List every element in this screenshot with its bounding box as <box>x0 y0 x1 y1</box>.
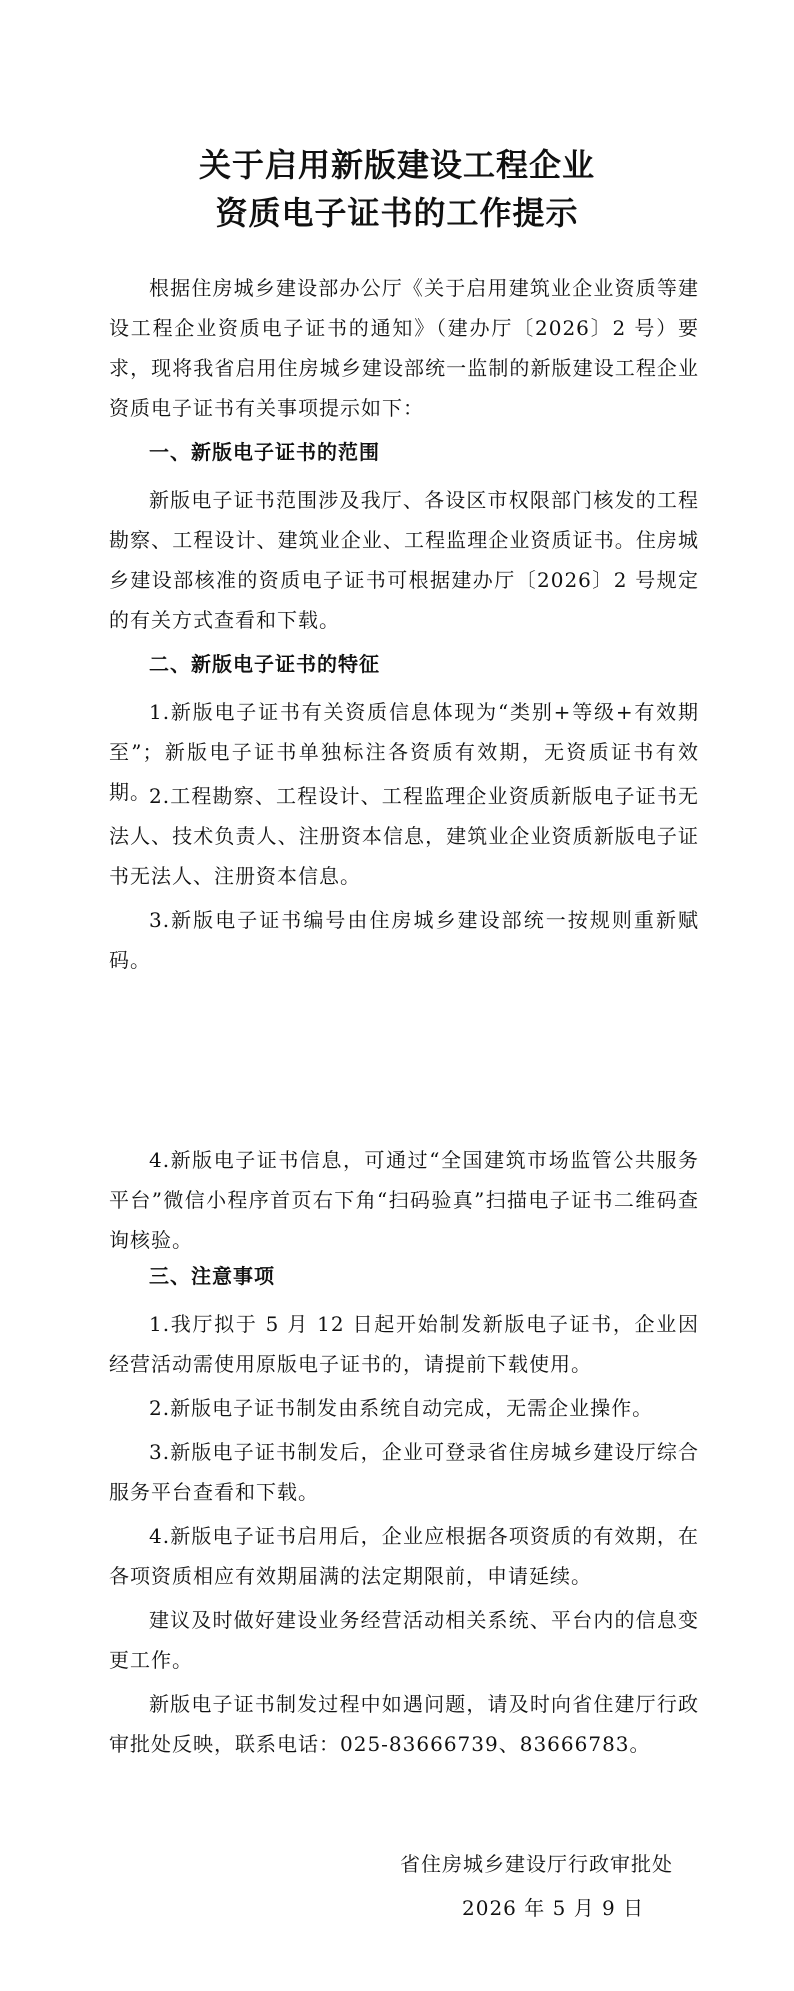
section-2-item-4: 4.新版电子证书信息，可通过“全国建筑市场监管公共服务平台”微信小程序首页右下角“扫码验真”扫描电子证书二维码查询核验。 <box>109 1148 699 1252</box>
signature-date: 2026 年 5 月 9 日 <box>462 1896 645 1920</box>
section-1-paragraph: 新版电子证书范围涉及我厅、各设区市权限部门核发的工程勘察、工程设计、建筑业企业、工程监理企业资质证书。住房城乡建设部核准的资质电子证书可根据建办厅〔2026〕2 号规定的有关方式查看和下载。 <box>109 488 699 632</box>
intro-paragraph: 根据住房城乡建设部办公厅《关于启用建筑业企业资质等建设工程企业资质电子证书的通知》（建办厅〔2026〕2 号）要求，现将我省启用住房城乡建设部统一监制的新版建设工程企业资质电子证书有关事项提示如下： <box>109 276 699 420</box>
section-3-contact: 新版电子证书制发过程中如遇问题，请及时向省住建厅行政审批处反映，联系电话：025-83666739、83666783。 <box>109 1692 699 1756</box>
section-1-heading: 一、新版电子证书的范围 <box>149 440 380 464</box>
section-3-heading: 三、注意事项 <box>149 1264 275 1288</box>
section-3-item-4: 4.新版电子证书启用后，企业应根据各项资质的有效期，在各项资质相应有效期届满的法定期限前，申请延续。 <box>109 1524 699 1588</box>
document-title-line-2: 资质电子证书的工作提示 <box>215 194 579 232</box>
section-2-item-2: 2.工程勘察、工程设计、工程监理企业资质新版电子证书无法人、技术负责人、注册资本信息，建筑业企业资质新版电子证书无法人、注册资本信息。 <box>109 784 699 888</box>
section-2-heading: 二、新版电子证书的特征 <box>149 652 380 676</box>
section-3-item-1: 1.我厅拟于 5 月 12 日起开始制发新版电子证书，企业因经营活动需使用原版电子证书的，请提前下载使用。 <box>109 1312 699 1376</box>
document-title-line-1: 关于启用新版建设工程企业 <box>198 146 595 184</box>
section-3-item-2: 2.新版电子证书制发由系统自动完成，无需企业操作。 <box>149 1396 654 1420</box>
section-2-item-3: 3.新版电子证书编号由住房城乡建设部统一按规则重新赋码。 <box>109 908 699 972</box>
section-3-item-3: 3.新版电子证书制发后，企业可登录省住房城乡建设厅综合服务平台查看和下载。 <box>109 1440 699 1504</box>
section-2-item-1: 1.新版电子证书有关资质信息体现为“类别+等级+有效期至”；新版电子证书单独标注各资质有效期，无资质证书有效期。 <box>109 700 699 804</box>
section-3-note: 建议及时做好建设业务经营活动相关系统、平台内的信息变更工作。 <box>109 1608 699 1672</box>
signature-organization: 省住房城乡建设厅行政审批处 <box>400 1852 673 1876</box>
